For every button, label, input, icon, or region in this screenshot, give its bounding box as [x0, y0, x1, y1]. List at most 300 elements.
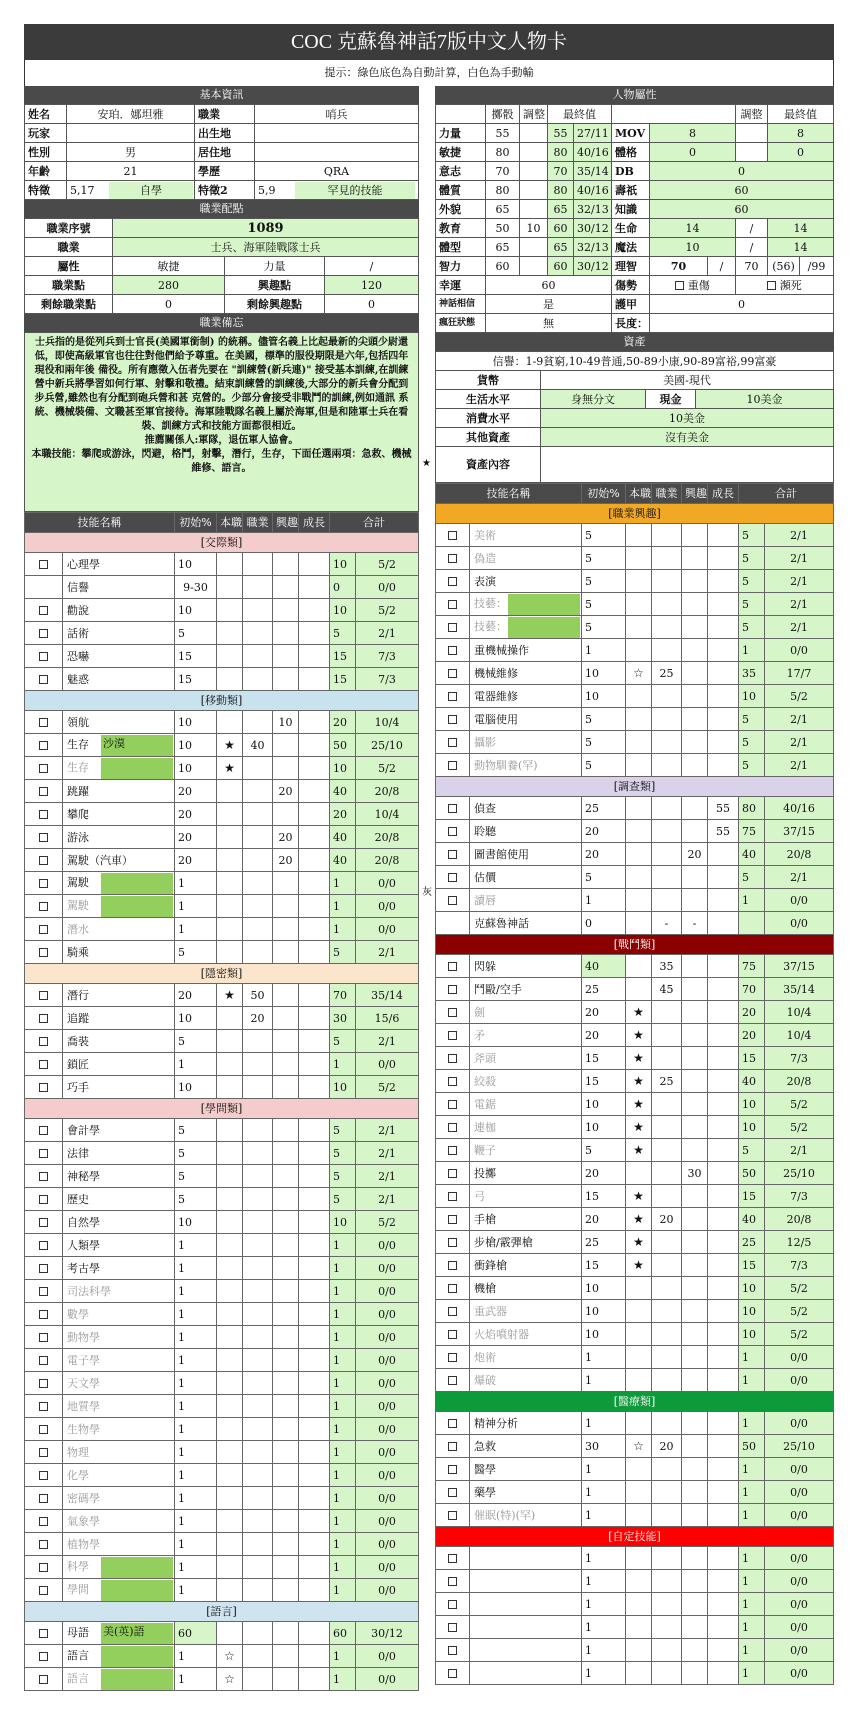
- skill-occupation-mark[interactable]: [626, 708, 652, 731]
- skill-interest-points[interactable]: 20: [273, 849, 299, 872]
- skill-occupation-mark[interactable]: [217, 1579, 243, 1602]
- skill-occupation-mark[interactable]: [217, 645, 243, 668]
- skill-check-cell[interactable]: [436, 593, 470, 616]
- skill-interest-points[interactable]: 20: [273, 826, 299, 849]
- skill-check-cell[interactable]: [25, 1645, 63, 1668]
- skill-job-points[interactable]: [243, 1234, 273, 1257]
- skill-interest-points[interactable]: [682, 889, 708, 912]
- skill-check-cell[interactable]: [436, 1162, 470, 1185]
- skill-job-points[interactable]: [652, 1024, 682, 1047]
- skill-interest-points[interactable]: [273, 1030, 299, 1053]
- skill-growth[interactable]: [299, 1645, 330, 1668]
- skill-check-cell[interactable]: [25, 1119, 63, 1142]
- skill-job-points[interactable]: 20: [652, 1208, 682, 1231]
- growth-checkbox[interactable]: [448, 1192, 457, 1201]
- skill-interest-points[interactable]: [682, 1116, 708, 1139]
- sanity-current[interactable]: 70: [650, 257, 708, 276]
- growth-checkbox[interactable]: [448, 1215, 457, 1224]
- skill-occupation-mark[interactable]: [217, 1395, 243, 1418]
- skill-occupation-mark[interactable]: [217, 599, 243, 622]
- skill-interest-points[interactable]: [273, 1510, 299, 1533]
- attr-adj[interactable]: [520, 124, 548, 143]
- skill-growth[interactable]: [299, 576, 330, 599]
- skill-job-points[interactable]: [243, 872, 273, 895]
- skill-job-points[interactable]: [652, 1300, 682, 1323]
- skill-check-cell[interactable]: [436, 1185, 470, 1208]
- skill-growth[interactable]: [299, 1280, 330, 1303]
- skill-check-cell[interactable]: [436, 570, 470, 593]
- attr-roll[interactable]: 80: [486, 143, 520, 162]
- growth-checkbox[interactable]: [39, 856, 48, 865]
- skill-job-points[interactable]: [243, 1395, 273, 1418]
- skill-interest-points[interactable]: [682, 685, 708, 708]
- skill-occupation-mark[interactable]: [217, 872, 243, 895]
- skill-check-cell[interactable]: [25, 599, 63, 622]
- skill-interest-points[interactable]: [273, 1668, 299, 1691]
- skill-occupation-mark[interactable]: [217, 1142, 243, 1165]
- skill-interest-points[interactable]: [273, 622, 299, 645]
- skill-interest-points[interactable]: [682, 1662, 708, 1685]
- skill-growth[interactable]: [708, 866, 739, 889]
- skill-interest-points[interactable]: [682, 662, 708, 685]
- growth-checkbox[interactable]: [448, 827, 457, 836]
- skill-check-cell[interactable]: [436, 1639, 470, 1662]
- skill-check-cell[interactable]: [25, 1533, 63, 1556]
- skill-check-cell[interactable]: [25, 1007, 63, 1030]
- skill-interest-points[interactable]: [682, 1231, 708, 1254]
- growth-checkbox[interactable]: [448, 896, 457, 905]
- skill-job-points[interactable]: [243, 1622, 273, 1645]
- growth-checkbox[interactable]: [39, 1218, 48, 1227]
- skill-check-cell[interactable]: [25, 849, 63, 872]
- age-value[interactable]: [650, 314, 834, 333]
- growth-checkbox[interactable]: [39, 925, 48, 934]
- severe-checkbox[interactable]: [675, 281, 684, 290]
- growth-checkbox[interactable]: [448, 577, 457, 586]
- growth-checkbox[interactable]: [39, 1379, 48, 1388]
- skill-interest-points[interactable]: [273, 1622, 299, 1645]
- armor-value[interactable]: 0: [650, 295, 834, 314]
- skill-occupation-mark[interactable]: [217, 1418, 243, 1441]
- growth-checkbox[interactable]: [448, 1600, 457, 1609]
- attr-roll[interactable]: 65: [486, 238, 520, 257]
- growth-checkbox[interactable]: [448, 692, 457, 701]
- skill-occupation-mark[interactable]: [626, 1639, 652, 1662]
- skill-job-points[interactable]: [243, 668, 273, 691]
- skill-check-cell[interactable]: [436, 1001, 470, 1024]
- skill-occupation-mark[interactable]: ★: [626, 1185, 652, 1208]
- growth-checkbox[interactable]: [39, 1356, 48, 1365]
- growth-checkbox[interactable]: [448, 531, 457, 540]
- injury-dying[interactable]: [736, 276, 834, 295]
- skill-growth[interactable]: [299, 1510, 330, 1533]
- skill-interest-points[interactable]: [273, 1418, 299, 1441]
- growth-checkbox[interactable]: [448, 985, 457, 994]
- skill-job-points[interactable]: [652, 524, 682, 547]
- skill-check-cell[interactable]: [25, 1257, 63, 1280]
- skill-occupation-mark[interactable]: [626, 616, 652, 639]
- skill-occupation-mark[interactable]: [626, 1504, 652, 1527]
- skill-check-cell[interactable]: [436, 1070, 470, 1093]
- skill-job-points[interactable]: [652, 593, 682, 616]
- growth-checkbox[interactable]: [39, 991, 48, 1000]
- growth-checkbox[interactable]: [448, 873, 457, 882]
- attr-2[interactable]: 力量: [225, 257, 325, 276]
- skill-growth[interactable]: [708, 912, 739, 935]
- skill-job-points[interactable]: [652, 1369, 682, 1392]
- skill-job-points[interactable]: 40: [243, 734, 273, 757]
- skill-job-points[interactable]: [652, 1504, 682, 1527]
- skill-occupation-mark[interactable]: ★: [626, 1139, 652, 1162]
- skill-growth[interactable]: [299, 734, 330, 757]
- growth-checkbox[interactable]: [448, 554, 457, 563]
- skill-occupation-mark[interactable]: ★: [626, 1254, 652, 1277]
- growth-checkbox[interactable]: [39, 1264, 48, 1273]
- skill-job-points[interactable]: [652, 1458, 682, 1481]
- skill-growth[interactable]: [299, 553, 330, 576]
- skill-check-cell[interactable]: [436, 639, 470, 662]
- skill-check-cell[interactable]: [25, 1076, 63, 1099]
- skill-occupation-mark[interactable]: [626, 820, 652, 843]
- skill-interest-points[interactable]: [273, 1053, 299, 1076]
- skill-growth[interactable]: [299, 1418, 330, 1441]
- attr-adj[interactable]: [520, 257, 548, 276]
- growth-checkbox[interactable]: [448, 600, 457, 609]
- skill-interest-points[interactable]: [273, 1645, 299, 1668]
- growth-checkbox[interactable]: [39, 1060, 48, 1069]
- growth-checkbox[interactable]: [39, 606, 48, 615]
- skill-growth[interactable]: [708, 616, 739, 639]
- madness-value[interactable]: 無: [486, 314, 612, 333]
- growth-checkbox[interactable]: [448, 1376, 457, 1385]
- skill-job-points[interactable]: [243, 1668, 273, 1691]
- skill-growth[interactable]: [708, 1570, 739, 1593]
- growth-checkbox[interactable]: [448, 1330, 457, 1339]
- skill-check-cell[interactable]: [436, 662, 470, 685]
- growth-checkbox[interactable]: [39, 1563, 48, 1572]
- growth-checkbox[interactable]: [448, 962, 457, 971]
- skill-interest-points[interactable]: [273, 1372, 299, 1395]
- skill-interest-points[interactable]: [682, 866, 708, 889]
- skill-occupation-mark[interactable]: [626, 685, 652, 708]
- skill-growth[interactable]: [299, 1303, 330, 1326]
- skill-growth[interactable]: [708, 639, 739, 662]
- skill-interest-points[interactable]: [273, 1464, 299, 1487]
- growth-checkbox[interactable]: [448, 1307, 457, 1316]
- growth-checkbox[interactable]: [448, 850, 457, 859]
- skill-interest-points[interactable]: 20: [682, 843, 708, 866]
- injury-severe[interactable]: [650, 276, 736, 295]
- skill-occupation-mark[interactable]: [626, 1547, 652, 1570]
- skill-check-cell[interactable]: [25, 1211, 63, 1234]
- growth-checkbox[interactable]: [39, 1675, 48, 1684]
- skill-growth[interactable]: [299, 1257, 330, 1280]
- skill-check-cell[interactable]: [436, 1435, 470, 1458]
- skill-job-points[interactable]: [243, 1076, 273, 1099]
- skill-occupation-mark[interactable]: [626, 754, 652, 777]
- growth-checkbox[interactable]: [448, 1031, 457, 1040]
- skill-occupation-mark[interactable]: ★: [626, 1208, 652, 1231]
- skill-growth[interactable]: [708, 1047, 739, 1070]
- skill-job-points[interactable]: [652, 889, 682, 912]
- skill-growth[interactable]: [708, 1616, 739, 1639]
- skill-growth[interactable]: [299, 1556, 330, 1579]
- skill-job-points[interactable]: [652, 1047, 682, 1070]
- skill-occupation-mark[interactable]: [626, 889, 652, 912]
- skill-interest-points[interactable]: [273, 1556, 299, 1579]
- growth-checkbox[interactable]: [39, 1083, 48, 1092]
- skill-job-points[interactable]: [243, 576, 273, 599]
- skill-occupation-mark[interactable]: [217, 1053, 243, 1076]
- skill-interest-points[interactable]: 20: [273, 780, 299, 803]
- growth-checkbox[interactable]: [39, 1126, 48, 1135]
- skill-growth[interactable]: [708, 1662, 739, 1685]
- growth-checkbox[interactable]: [448, 1419, 457, 1428]
- skill-check-cell[interactable]: [436, 547, 470, 570]
- attr-adj[interactable]: [520, 162, 548, 181]
- growth-checkbox[interactable]: [39, 629, 48, 638]
- skill-occupation-mark[interactable]: [626, 639, 652, 662]
- skill-check-cell[interactable]: [436, 843, 470, 866]
- skill-check-cell[interactable]: [436, 754, 470, 777]
- growth-checkbox[interactable]: [448, 1511, 457, 1520]
- skill-growth[interactable]: 55: [708, 820, 739, 843]
- skill-check-cell[interactable]: [436, 685, 470, 708]
- skill-check-cell[interactable]: [436, 1412, 470, 1435]
- skill-job-points[interactable]: [243, 1579, 273, 1602]
- growth-checkbox[interactable]: [448, 1353, 457, 1362]
- skill-job-points[interactable]: [243, 1556, 273, 1579]
- skill-occupation-mark[interactable]: [626, 866, 652, 889]
- skill-job-points[interactable]: 20: [652, 1435, 682, 1458]
- skill-occupation-mark[interactable]: [217, 1257, 243, 1280]
- growth-checkbox[interactable]: [448, 1577, 457, 1586]
- skill-interest-points[interactable]: [682, 1547, 708, 1570]
- basic-cell-0-3[interactable]: 哨兵: [255, 105, 419, 124]
- skill-occupation-mark[interactable]: ☆: [217, 1645, 243, 1668]
- skill-occupation-mark[interactable]: [217, 1303, 243, 1326]
- skill-job-points[interactable]: [652, 1093, 682, 1116]
- skill-interest-points[interactable]: [273, 734, 299, 757]
- growth-checkbox[interactable]: [39, 1195, 48, 1204]
- skill-job-points[interactable]: [243, 895, 273, 918]
- skill-job-points[interactable]: 20: [243, 1007, 273, 1030]
- skill-growth[interactable]: [708, 662, 739, 685]
- skill-job-points[interactable]: 25: [652, 1070, 682, 1093]
- skill-job-points[interactable]: [243, 1303, 273, 1326]
- skill-check-cell[interactable]: [25, 645, 63, 668]
- skill-interest-points[interactable]: [273, 1487, 299, 1510]
- skill-occupation-mark[interactable]: [217, 780, 243, 803]
- skill-check-cell[interactable]: [25, 1487, 63, 1510]
- skill-growth[interactable]: [708, 524, 739, 547]
- skill-growth[interactable]: [708, 1277, 739, 1300]
- skill-check-cell[interactable]: [436, 889, 470, 912]
- skill-occupation-mark[interactable]: ★: [626, 1231, 652, 1254]
- skill-job-points[interactable]: [652, 1593, 682, 1616]
- skill-job-points[interactable]: [652, 1547, 682, 1570]
- skill-interest-points[interactable]: [273, 872, 299, 895]
- skill-interest-points[interactable]: [273, 1395, 299, 1418]
- skill-growth[interactable]: [708, 1231, 739, 1254]
- skill-growth[interactable]: [708, 1024, 739, 1047]
- growth-checkbox[interactable]: [39, 1037, 48, 1046]
- growth-checkbox[interactable]: [39, 1425, 48, 1434]
- skill-growth[interactable]: [708, 1639, 739, 1662]
- skill-job-points[interactable]: [243, 553, 273, 576]
- skill-occupation-mark[interactable]: [626, 1458, 652, 1481]
- skill-interest-points[interactable]: [273, 1326, 299, 1349]
- skill-job-points[interactable]: [652, 797, 682, 820]
- skill-occupation-mark[interactable]: [217, 1188, 243, 1211]
- skill-job-points[interactable]: 35: [652, 955, 682, 978]
- skill-check-cell[interactable]: [25, 1668, 63, 1691]
- skill-occupation-mark[interactable]: [626, 1300, 652, 1323]
- skill-job-points[interactable]: 50: [243, 984, 273, 1007]
- skill-interest-points[interactable]: [273, 1119, 299, 1142]
- skill-interest-points[interactable]: [682, 1593, 708, 1616]
- skill-growth[interactable]: [299, 1076, 330, 1099]
- growth-checkbox[interactable]: [39, 1014, 48, 1023]
- skill-growth[interactable]: [299, 1372, 330, 1395]
- skill-occupation-mark[interactable]: [217, 576, 243, 599]
- growth-checkbox[interactable]: [448, 1488, 457, 1497]
- growth-checkbox[interactable]: [39, 810, 48, 819]
- basic-cell-3-1[interactable]: 21: [67, 162, 195, 181]
- skill-check-cell[interactable]: [25, 1464, 63, 1487]
- skill-job-points[interactable]: [243, 803, 273, 826]
- growth-checkbox[interactable]: [39, 1241, 48, 1250]
- growth-checkbox[interactable]: [39, 652, 48, 661]
- skill-job-points[interactable]: [243, 1257, 273, 1280]
- skill-occupation-mark[interactable]: [626, 1412, 652, 1435]
- skill-interest-points[interactable]: [682, 1639, 708, 1662]
- skill-job-points[interactable]: [243, 1280, 273, 1303]
- attr-roll[interactable]: 80: [486, 181, 520, 200]
- skill-occupation-mark[interactable]: [626, 524, 652, 547]
- growth-checkbox[interactable]: [448, 1442, 457, 1451]
- derived-adj[interactable]: [736, 124, 768, 143]
- skill-interest-points[interactable]: [273, 1257, 299, 1280]
- skill-growth[interactable]: [708, 843, 739, 866]
- attr-adj[interactable]: [520, 143, 548, 162]
- skill-check-cell[interactable]: [436, 955, 470, 978]
- skill-growth[interactable]: [299, 1579, 330, 1602]
- skill-job-points[interactable]: [652, 547, 682, 570]
- skill-growth[interactable]: [708, 1116, 739, 1139]
- skill-job-points[interactable]: [243, 599, 273, 622]
- basic-cell-3-3[interactable]: QRA: [255, 162, 419, 181]
- growth-checkbox[interactable]: [39, 1310, 48, 1319]
- growth-checkbox[interactable]: [448, 1465, 457, 1474]
- skill-check-cell[interactable]: [25, 1418, 63, 1441]
- skill-check-cell[interactable]: [436, 1570, 470, 1593]
- skill-growth[interactable]: [708, 731, 739, 754]
- skill-check-cell[interactable]: [436, 1047, 470, 1070]
- skill-job-points[interactable]: [652, 1639, 682, 1662]
- skill-specialty[interactable]: [101, 1557, 173, 1578]
- skill-growth[interactable]: [299, 1533, 330, 1556]
- trait-value[interactable]: 5,17: [70, 183, 95, 197]
- skill-check-cell[interactable]: [25, 1188, 63, 1211]
- skill-occupation-mark[interactable]: ★: [626, 1047, 652, 1070]
- skill-interest-points[interactable]: [682, 1208, 708, 1231]
- skill-check-cell[interactable]: [436, 708, 470, 731]
- growth-checkbox[interactable]: [448, 669, 457, 678]
- skill-job-points[interactable]: [652, 685, 682, 708]
- skill-growth[interactable]: [708, 708, 739, 731]
- skill-job-points[interactable]: [243, 757, 273, 780]
- skill-job-points[interactable]: [243, 1165, 273, 1188]
- skill-check-cell[interactable]: [436, 866, 470, 889]
- growth-checkbox[interactable]: [448, 1646, 457, 1655]
- skill-growth[interactable]: [299, 872, 330, 895]
- skill-interest-points[interactable]: [682, 1504, 708, 1527]
- skill-growth[interactable]: [708, 547, 739, 570]
- skill-growth[interactable]: [299, 895, 330, 918]
- skill-check-cell[interactable]: [436, 1458, 470, 1481]
- skill-job-points[interactable]: [652, 1277, 682, 1300]
- skill-job-points[interactable]: [243, 1464, 273, 1487]
- skill-growth[interactable]: [299, 1030, 330, 1053]
- skill-job-points[interactable]: [652, 1662, 682, 1685]
- skill-interest-points[interactable]: [273, 553, 299, 576]
- skill-occupation-mark[interactable]: ☆: [217, 1668, 243, 1691]
- skill-check-cell[interactable]: [436, 1208, 470, 1231]
- skill-check-cell[interactable]: [25, 1326, 63, 1349]
- skill-interest-points[interactable]: [273, 984, 299, 1007]
- skill-growth[interactable]: [299, 757, 330, 780]
- skill-growth[interactable]: [708, 570, 739, 593]
- growth-checkbox[interactable]: [448, 1123, 457, 1132]
- skill-occupation-mark[interactable]: [217, 1165, 243, 1188]
- skill-interest-points[interactable]: [273, 1579, 299, 1602]
- skill-job-points[interactable]: [652, 570, 682, 593]
- skill-interest-points[interactable]: [273, 941, 299, 964]
- skill-job-points[interactable]: [243, 1211, 273, 1234]
- skill-growth[interactable]: [299, 645, 330, 668]
- skill-check-cell[interactable]: [25, 1303, 63, 1326]
- skill-job-points[interactable]: [652, 708, 682, 731]
- skill-job-points[interactable]: [652, 731, 682, 754]
- skill-occupation-mark[interactable]: [626, 1277, 652, 1300]
- skill-job-points[interactable]: [652, 1116, 682, 1139]
- derived-adj[interactable]: /: [736, 238, 768, 257]
- skill-interest-points[interactable]: [273, 757, 299, 780]
- growth-checkbox[interactable]: [39, 1333, 48, 1342]
- skill-occupation-mark[interactable]: [217, 1441, 243, 1464]
- skill-occupation-mark[interactable]: [217, 1349, 243, 1372]
- skill-growth[interactable]: [299, 1165, 330, 1188]
- skill-growth[interactable]: [299, 1464, 330, 1487]
- skill-check-cell[interactable]: [436, 616, 470, 639]
- skill-interest-points[interactable]: [682, 754, 708, 777]
- skill-check-cell[interactable]: [25, 553, 63, 576]
- growth-checkbox[interactable]: [448, 738, 457, 747]
- skill-check-cell[interactable]: [25, 1053, 63, 1076]
- skill-check-cell[interactable]: [25, 1165, 63, 1188]
- skill-check-cell[interactable]: [436, 1254, 470, 1277]
- skill-occupation-mark[interactable]: [217, 918, 243, 941]
- growth-checkbox[interactable]: [39, 902, 48, 911]
- skill-interest-points[interactable]: [682, 1093, 708, 1116]
- skill-growth[interactable]: [708, 1185, 739, 1208]
- growth-checkbox[interactable]: [39, 1448, 48, 1457]
- skill-occupation-mark[interactable]: [217, 1119, 243, 1142]
- growth-checkbox[interactable]: [39, 1494, 48, 1503]
- skill-growth[interactable]: [299, 1441, 330, 1464]
- skill-occupation-mark[interactable]: ☆: [626, 662, 652, 685]
